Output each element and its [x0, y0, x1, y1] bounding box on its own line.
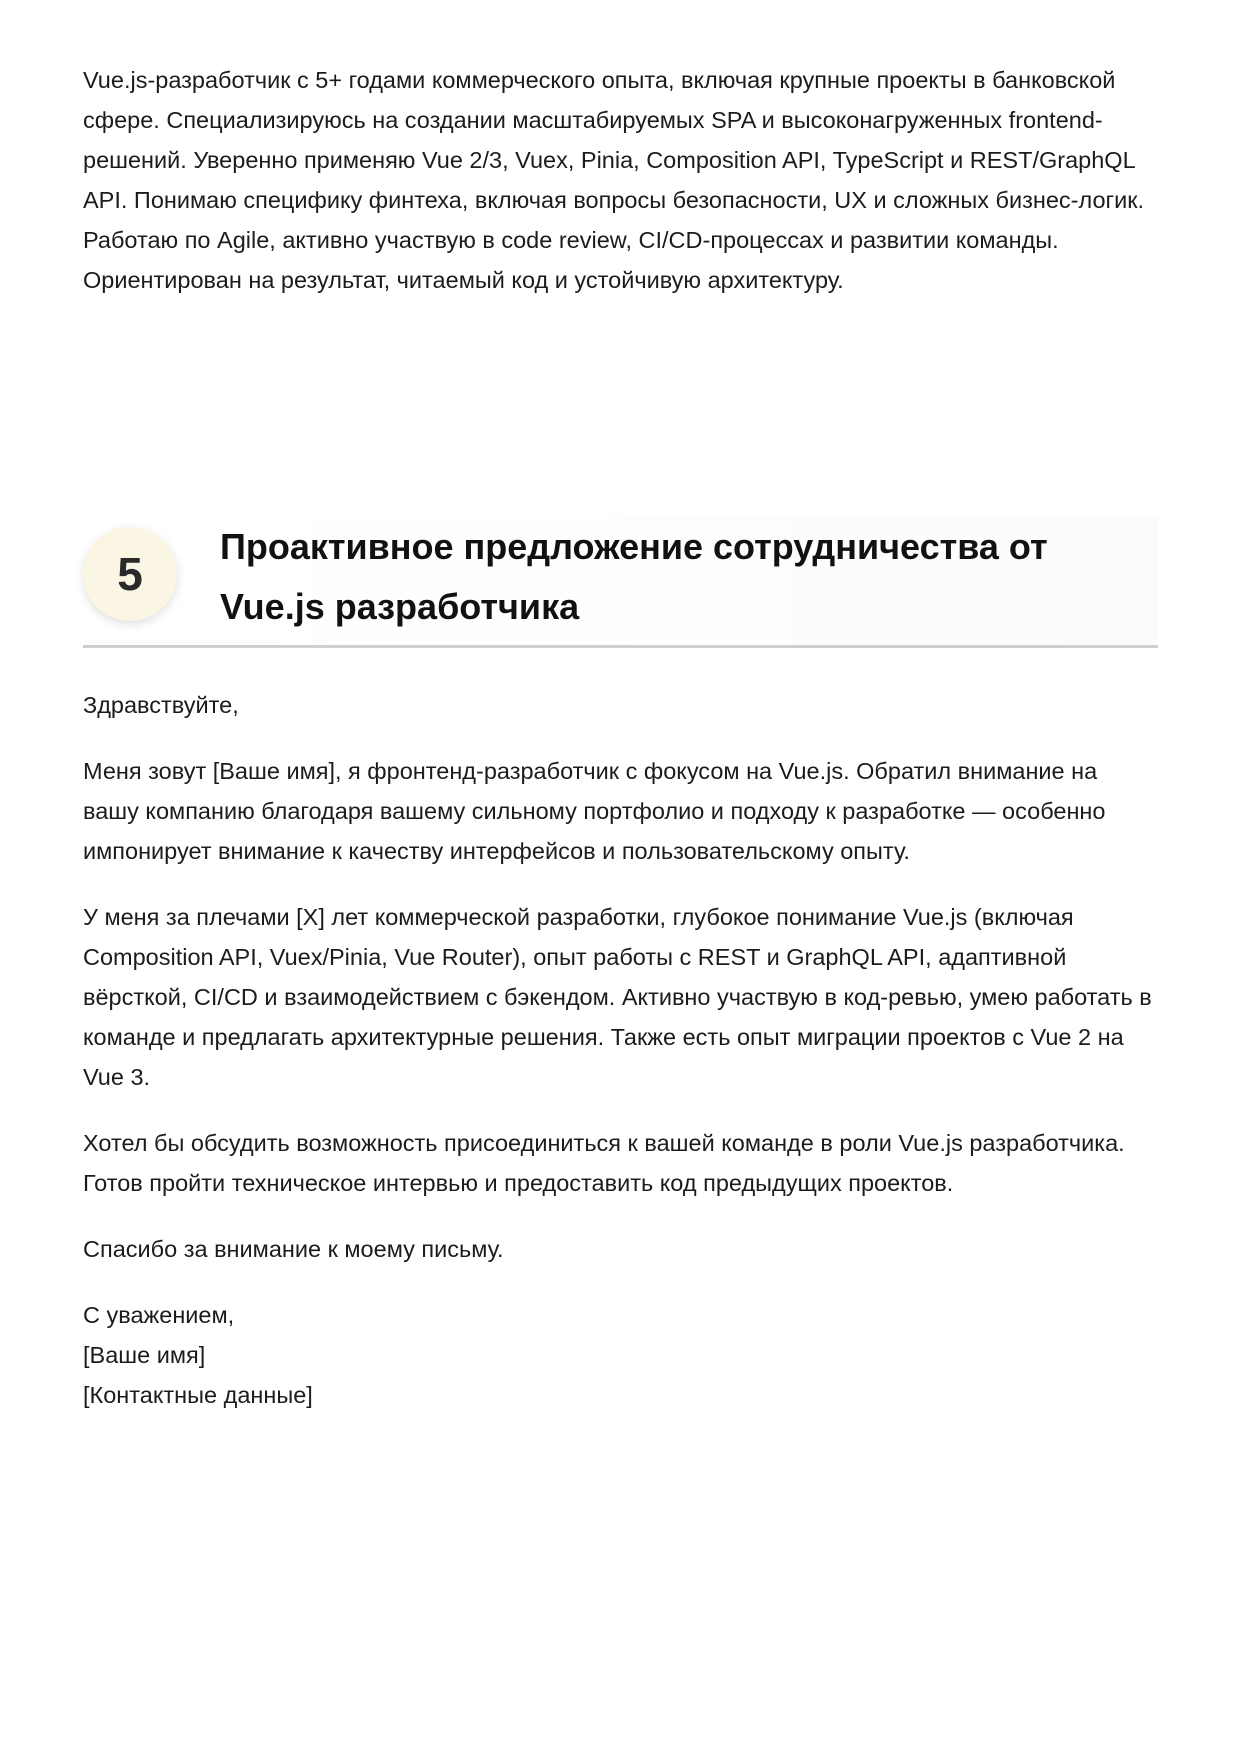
letter-greeting: Здравствуйте,	[83, 692, 239, 718]
section-header	[83, 517, 1158, 648]
letter-paragraph: Спасибо за внимание к моему письму.	[83, 1236, 504, 1262]
intro-paragraph: Vue.js-разработчик с 5+ годами коммерческого опыта, включая крупные проекты в банковской сфере. Специализируюсь на создании масштабируемых SPA и высоконагруженных frontend-решений. Уверенно применяю Vue 2/3, Vuex, Pinia, Composition API, TypeScript и REST/GraphQL API. Понимаю специфику финтеха, включая вопросы безопасности, UX и сложных бизнес-логик. Работаю по Agile, активно участвую в code review, CI/CD-процессах и развитии команды. Ориентирован на результат, читаемый код и устойчивую архитектуру.	[83, 67, 1145, 293]
letter-signature	[83, 1295, 1158, 1415]
section-number-badge: 5	[83, 527, 177, 621]
letter-sender-name: [Ваше имя]	[83, 1342, 206, 1368]
letter-contacts: [Контактные данные]	[83, 1382, 313, 1408]
letter-closing: С уважением,	[83, 1302, 235, 1328]
cover-letter	[83, 685, 1158, 1415]
letter-paragraph: У меня за плечами [X] лет коммерческой разработки, глубокое понимание Vue.js (включая Composition API, Vuex/Pinia, Vue Router), опыт работы с REST и GraphQL API, адаптивной вёрсткой, CI/CD и взаимодействием с бэкендом. Активно участвую в код-ревью, умею работать в команде и предлагать архитектурные решения. Также есть опыт миграции проектов с Vue 2 на Vue 3.	[83, 904, 1152, 1090]
letter-paragraph: Хотел бы обсудить возможность присоединиться к вашей команде в роли Vue.js разработчика. Готов пройти техническое интервью и предоставить код предыдущих проектов.	[83, 1130, 1125, 1196]
letter-paragraph: Меня зовут [Ваше имя], я фронтенд-разработчик с фокусом на Vue.js. Обратил внимание на вашу компанию благодаря вашему сильному портфолио и подходу к разработке — особенно импонирует внимание к качеству интерфейсов и пользовательскому опыту.	[83, 758, 1106, 864]
section-title: Проактивное предложение сотрудничества от Vue.js разработчика	[220, 526, 1048, 627]
